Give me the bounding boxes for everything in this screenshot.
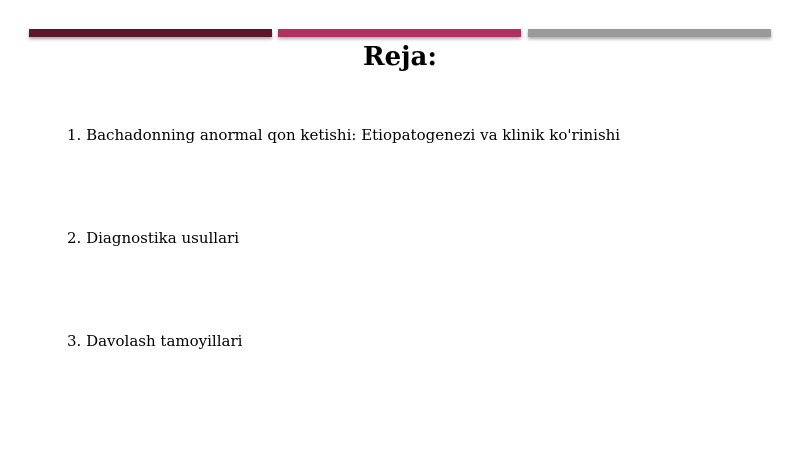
accent-bar-rose (278, 29, 521, 37)
accent-bar-gray (528, 29, 771, 37)
agenda-item-2: 2. Diagnostika usullari (67, 229, 239, 247)
agenda-item-3: 3. Davolash tamoyillari (67, 332, 243, 350)
agenda-item-1: 1. Bachadonning anormal qon ketishi: Etiopatogenezi va klinik ko'rinishi (67, 126, 621, 144)
slide-title: Reja: (362, 42, 437, 72)
accent-bar-dark-maroon (29, 29, 272, 37)
